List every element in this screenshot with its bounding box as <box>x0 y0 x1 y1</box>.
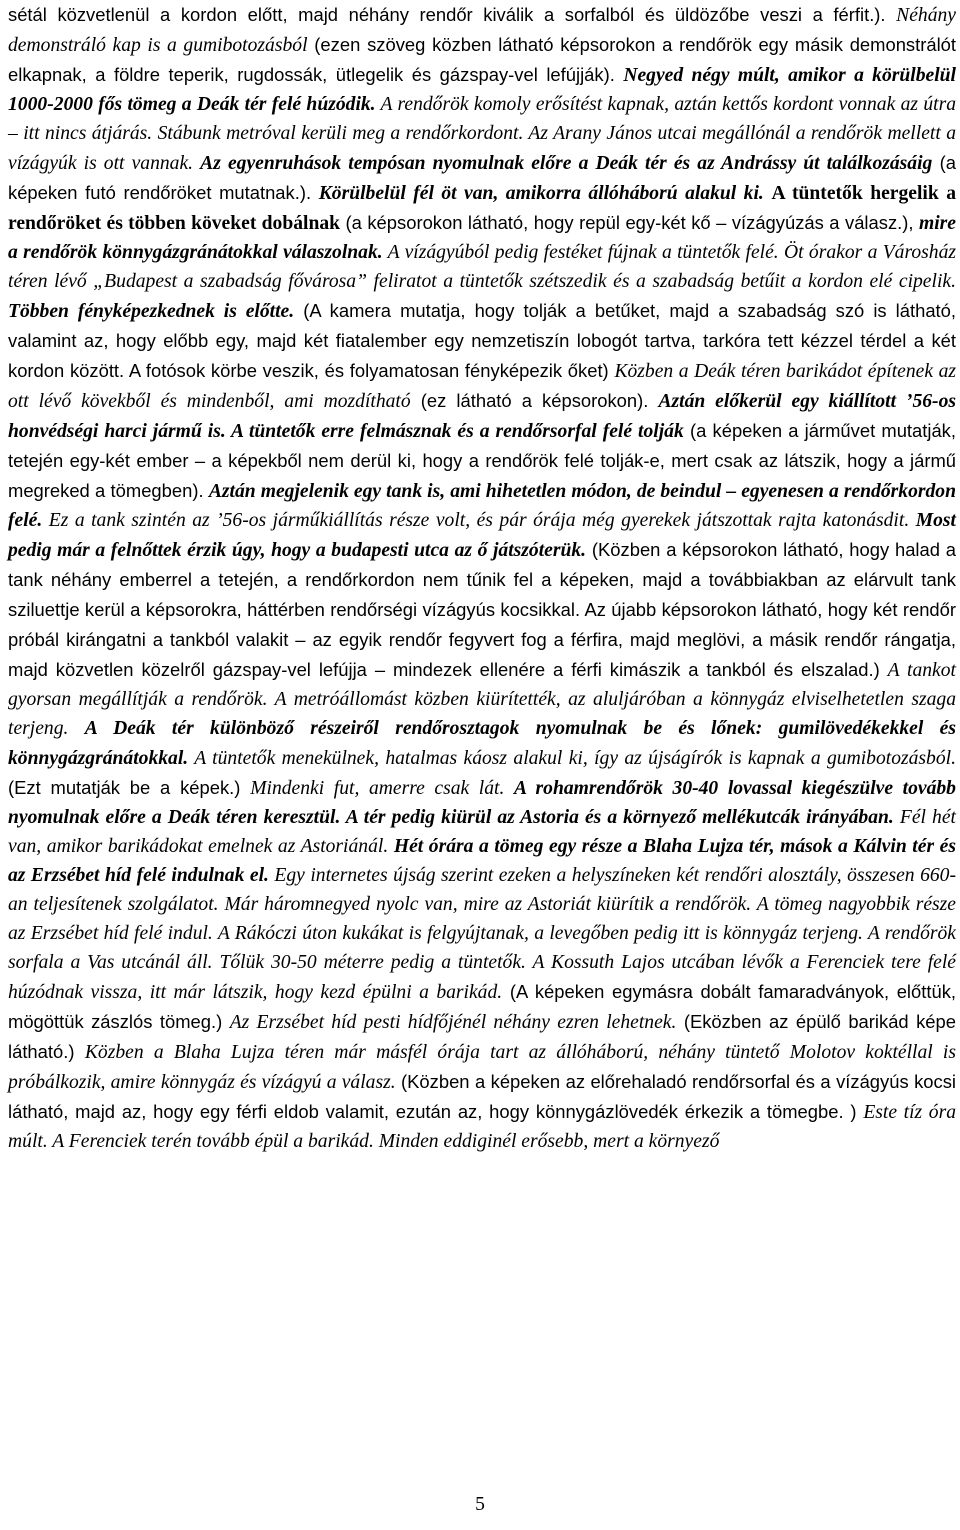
text-run: Néhány demonstráló kap is a gumibotozásból <box>8 5 956 56</box>
text-run: (A képeken egymásra dobált famaradványok, előttük, mögöttük zászlós tömeg.) <box>8 981 956 1032</box>
page-number: 5 <box>475 1494 485 1515</box>
text-run: (a képsorokon látható, hogy repül egy-két kő – vízágyúzás a válasz.), <box>340 212 919 233</box>
text-run: A Deák tér különböző részeiről rendőrosztagok nyomulnak be és lőnek: gumilövedékekkel és könnygázgránátokkal. <box>8 718 957 769</box>
text-run: (a képeken a járművet mutatják, tetején egy-két ember – a képekből nem derül ki, hogy a rendőrök felé tolják-e, mert csak az látszik, hogy a jármű megreked a tömegben). <box>8 420 956 501</box>
text-run: Egy internetes újság szerint ezeken a helyszíneken két rendőri alosztály, összesen 660-an teljesítenek szolgálatot. Már háromnegyed nyolc van, mire az Astoriát kiürítik a rendőrök. A tömeg nagyobbik része az Erzsébet híd felé indul. A Rákóczi úton kukákat is felgyújtanak, a levegőben pedig itt is könnygáz terjeng. A rendőrök sorfala a Vas utcánál áll. Tőlük 30-50 méterre pedig a tüntetők. A Kossuth Lajos utcában lévők a Ferenciek tere felé húzódnak vissza, itt már látszik, hogy kezd épülni a barikád. <box>8 865 956 1003</box>
text-run: (Eközben az épülő barikád képe látható.) <box>8 1011 956 1062</box>
text-run: Negyed négy múlt, amikor a körülbelül 1000-2000 fős tömeg a Deák tér felé húzódik. <box>8 65 956 115</box>
text-run: Hét órára a tömeg egy része a Blaha Lujza tér, mások a Kálvin tér és az Erzsébet híd felé indulnak el. <box>8 836 956 886</box>
text-run: Többen fényképezkednek is előtte. <box>8 301 295 322</box>
text-run: Mindenki fut, amerre csak lát. <box>250 778 514 799</box>
text-run: A tüntetők hergelik a rendőröket és többen köveket dobálnak <box>8 183 956 234</box>
text-run: Este tíz óra múlt. A Ferenciek terén tovább épül a barikád. Minden eddiginél erősebb, mert a környező <box>8 1102 957 1152</box>
text-run: Aztán megjelenik egy tank is, ami hihetetlen módon, de beindul – egyenesen a rendőrkordon felé. <box>8 481 956 531</box>
text-run: Fél hét van, amikor barikádokat emelnek az Astoriánál. <box>8 807 956 857</box>
text-run: (Közben a képeken az előrehaladó rendőrsorfal és a vízágyús kocsi látható, majd az, hogy egy férfi eldob valamit, ezután az, hogy könnygázlövedék érkezik a tömegbe. ) <box>8 1071 956 1122</box>
text-run: Közben a Blaha Lujza téren már másfél órája tart az állóháború, néhány tüntető Molotov koktéllal is próbálkozik, amire könnygáz és vízágyú a válasz. <box>8 1042 956 1093</box>
text-run: mire a rendőrök könnygázgránátokkal válaszolnak. <box>8 213 956 263</box>
text-run: A rohamrendőrök 30-40 lovassal kiegészülve tovább nyomulnak előre a Deák téren keresztül. A tér pedig kiürül az Astoria és a környező mellékutcák irányában. <box>8 778 956 828</box>
text-run: Körülbelül fél öt van, amikorra állóháború alakul ki. <box>318 183 764 204</box>
text-run: (ez látható a képsorokon). <box>410 390 659 411</box>
text-run: Aztán előkerül egy kiállított ’56-os honvédségi harci jármű is. A tüntetők erre felmásznak és a rendőrsorfal felé tolják <box>8 391 956 442</box>
text-run: Az egyenruhások tempósan nyomulnak előre a Deák tér és az Andrássy út találkozásáig <box>200 153 933 174</box>
text-run: Az Erzsébet híd pesti hídfőjénél néhány ezren lehetnek. <box>229 1012 677 1033</box>
text-run: (A kamera mutatja, hogy tolják a betűket, majd a szabadság szó is látható, valamint az, hogy előbb egy, majd két fiatalember egy nemzetiszín lobogót tartva, tarkóra tett kézzel térdel a két kordon között. A fotósok körbe veszik, és folyamatosan fényképezik őket) <box>8 300 956 381</box>
text-run: Közben a Deák téren barikádot építenek az ott lévő kövekből és mindenből, ami mozdítható <box>8 361 956 412</box>
text-run: A tankot gyorsan megállítják a rendőrök. A metróállomást közben kiürítették, az aluljáróban a könnygáz elviselhetetlen szaga terjeng. <box>8 660 956 739</box>
body-text <box>8 0 956 1156</box>
text-run: (Közben a képsorokon látható, hogy halad a tank néhány emberrel a tetején, a rendőrkordon nem tűnik fel a képeken, majd a továbbiakban az elárvult tank sziluettje kerül a képsorokra, háttérben rendőrségi vízágyús kocsikkal. Az újabb képsorokon látható, hogy két rendőr próbál kirángatni a tankból valakit – az egyik rendőr fegyvert fog a férfira, majd meglövi, a másik rendőr rángatja, majd közvetlen közelről gázspay-vel lefújja – mindezek ellenére a férfi kimászik a tankból és elszalad.) <box>8 539 956 680</box>
text-run: Ez a tank szintén az ’56-os járműkiállítás része volt, és pár órája még gyerekek játszottak rajta katonásdit. <box>42 510 916 531</box>
text-run: sétál közvetlenül a kordon előtt, majd néhány rendőr kiválik a sorfalból és üldözőbe veszi a férfit.). <box>8 4 897 25</box>
text-run: (a képeken futó rendőröket mutatnak.). <box>8 152 956 203</box>
text-run: A vízágyúból pedig festéket fújnak a tüntetők felé. Öt órakor a Városház téren lévő „Budapest a szabadság fővárosa” feliratot a tüntetők szétszedik és a szabadság betűit a kordon elé cipelik. <box>8 242 956 292</box>
text-run: A tüntetők menekülnek, hatalmas káosz alakul ki, így az újságírók is kapnak a gumibotozásból. <box>188 748 956 769</box>
text-run: A rendőrök komoly erősítést kapnak, aztán kettős kordont vonnak az útra – itt nincs átjárás. Stábunk metróval kerüli meg a rendőrkordont. Az Arany János utcai megállónál a rendőrök mellett a vízágyúk is ott vannak. <box>8 94 956 174</box>
text-run: Most pedig már a felnőttek érzik úgy, hogy a budapesti utca az ő játszóterük. <box>8 510 956 561</box>
text-run: (ezen szöveg közben látható képsorokon a rendőrök egy másik demonstrálót elkapnak, a földre teperik, rugdossák, ütlegelik és gázspay-vel lefújják). <box>8 34 956 85</box>
paragraph <box>8 0 956 1156</box>
text-run: (Ezt mutatják be a képek.) <box>8 777 251 798</box>
